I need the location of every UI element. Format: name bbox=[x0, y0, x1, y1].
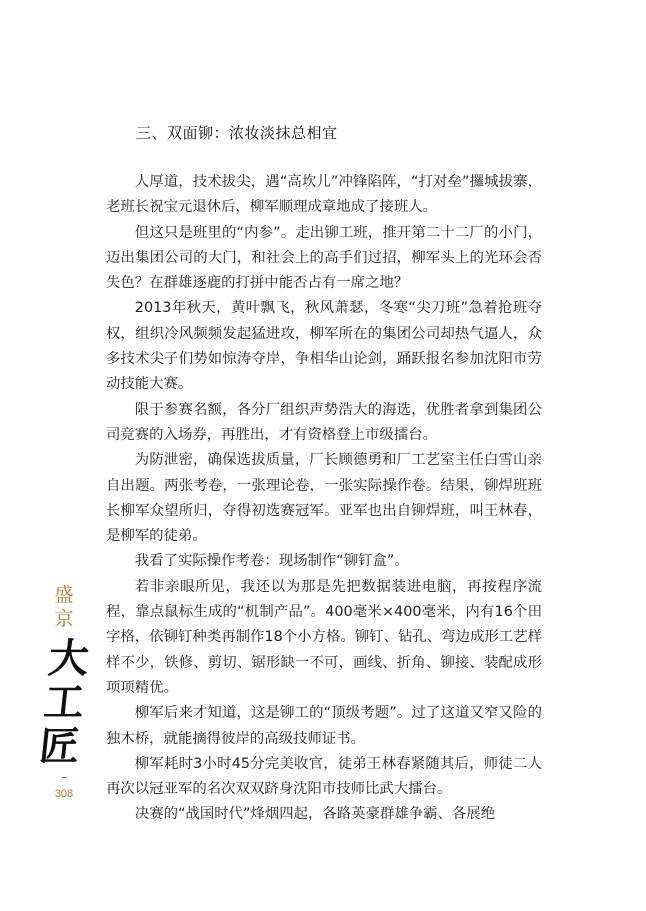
paragraph: 我看了实际操作考卷：现场制作“铆钉盒”。 bbox=[134, 553, 409, 570]
paragraph: 柳军后来才知道，这是铆工的“顶级考题”。过了这道又窄又险的独木桥，就能摘得彼岸的高级技师证书。 bbox=[106, 705, 542, 747]
book-sidebar bbox=[34, 583, 94, 800]
paragraph: 决赛的“战国时代”烽烟四起，各路英豪群雄争霸、各展绝 bbox=[134, 806, 496, 823]
series-name: 盛京 bbox=[54, 584, 74, 630]
divider bbox=[62, 777, 67, 778]
paragraph: 但这只是班里的“内参”。走出铆工班，推开第二十二厂的小门，迈出集团公司的大门，和社会上的高手们过招，柳军头上的光环会否失色？在群雄逐鹿的打拼中能否占有一席之地？ bbox=[106, 224, 542, 292]
paragraph: 人厚道，技术拔尖，遇“高坎儿”冲锋陷阵，“打对垒”攞城拔寨，老班长祝宝元退休后，柳军顺理成章地成了接班人。 bbox=[106, 174, 542, 216]
book-logo: 大工匠 bbox=[36, 635, 92, 770]
paragraph: 限于参赛名额，各分厂组织声势浩大的海选，优胜者拿到集团公司竞赛的入场券，再胜出，才有资格登上市级擂台。 bbox=[106, 401, 542, 443]
page-number: 308 bbox=[54, 788, 74, 800]
body-text bbox=[106, 170, 542, 828]
section-heading: 三、双面铆：浓妆淡抹总相宜 bbox=[136, 124, 338, 142]
paragraph: 柳军耗时3小时45分完美收官，徒弟王林春紧随其后，师徒二人再次以冠亚军的名次双双跻身沈阳市技师比武大擂台。 bbox=[106, 755, 542, 798]
paragraph: 2013年秋天，黄叶飘飞，秋风萧瑟，冬寒“尖刀班”急着抢班夺权，组织冷风频频发起猛进攻，柳军所在的集团公司却热气逼人，众多技术尖子们势如惊涛夺岸，争相华山论剑，踊跃报名参加沈阳市劳动技能大赛。 bbox=[106, 300, 542, 393]
paragraph: 若非亲眼所见，我还以为那是先把数据装进电脑，再按程序流程，靠点鼠标生成的“机制产品”。400毫米×400毫米，内有16个田字格，依铆钉种类再制作18个小方格。铆钉、钻孔、弯边成形工艺样样不少，铁修、剪切、锯形缺一不可，画线、折角、铆接、装配成形项项精优。 bbox=[106, 578, 542, 696]
paragraph: 为防泄密，确保选拔质量，厂长顾德勇和厂工艺室主任白雪山亲自出题。两张考卷，一张理论卷，一张实际操作卷。结果，铆焊班班长柳军众望所归，夺得初选赛冠军。亚军也出自铆焊班，叫王林春，是柳军的徒弟。 bbox=[106, 452, 542, 545]
